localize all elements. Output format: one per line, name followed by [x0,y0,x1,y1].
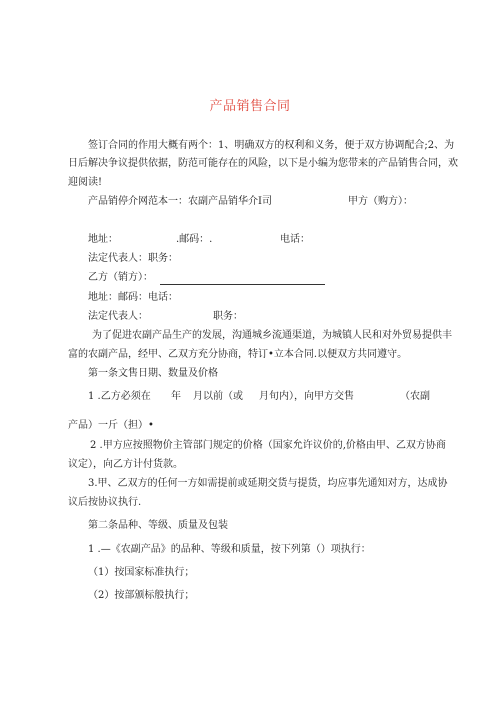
legal-rep-role-label: 法定代表人：职务： [88,253,178,264]
address-label: 地址： [88,234,118,245]
article-2-option-1: （1）按国家标准执行； [88,567,195,578]
purpose-line-1: 为了促进农副产品生产的发展，沟通城乡流通渠道，为城镇人民和对外贸易提供丰 [92,330,452,341]
article-1-item-3-line-2: 议后按协议执行. [68,497,142,508]
article-1-item-2-line-1: 2 .甲方应按照物价主管部门规定的价格（国家允许议价的,价格由甲、乙双方协商 [90,440,446,451]
phone-label: 电话： [280,234,310,245]
article-1-item-1-line-2: 产品）一斤（担）• [68,420,154,431]
purpose-line-2: 富的农副产品，经甲、乙双方充分协商，特订•立本合同.以便双方共同遵守。 [68,349,408,360]
article-1-heading: 第一条文售日期、数量及价格 [88,368,218,379]
party-b-label: 乙方（销方）： [88,272,153,283]
intro-line-2: 日后解决争议提供依据，防范可能存在的风险，以下是小编为您带来的产品销售合同，欢 [68,158,458,169]
address-postcode-phone-label: 地址：邮码：电话： [88,292,178,303]
document-title: 产品销售合同 [209,99,291,114]
article-1-item-3-line-1: 3.甲、乙双方的任何一方如需提前或延期交货与提货，均应事先通知对方，达成协 [88,478,448,489]
postcode-label: .邮码：. [176,234,213,245]
party-a-label: 甲方（购方）： [348,196,413,207]
article-2-item-1: 1 .—《农副产品》的品种、等级和质量，按下列第（）项执行： [88,544,371,555]
article-2-option-2: （2）按部颁标般执行； [88,590,195,601]
sample-line: 产品销停介网范本一：农副产品销华介I司 [88,196,272,207]
intro-line-3: 迎阅读! [68,177,103,188]
article-1-item-2-line-2: 议定），向乙方计付货款。 [68,459,183,470]
intro-line-1: 签订合同的作用大概有两个：1、明确双方的权利和义务，便于双方协调配合;2、为 [88,140,455,151]
legal-rep-label: 法定代表人： [88,311,148,322]
article-1-item-1-d: 月旬内），向甲方交售 [259,391,354,402]
article-1-item-1-c: 月以前（或 [193,391,243,402]
role-label: 职务： [213,311,243,322]
article-1-item-1-b: 年 [171,391,181,402]
article-1-item-1-a: 1 .乙方必须在 [88,391,151,402]
article-1-item-1-e: （农副 [400,391,430,402]
article-2-heading: 第二条品种、等级、质量及包装 [88,520,228,531]
party-b-underline [160,284,325,285]
